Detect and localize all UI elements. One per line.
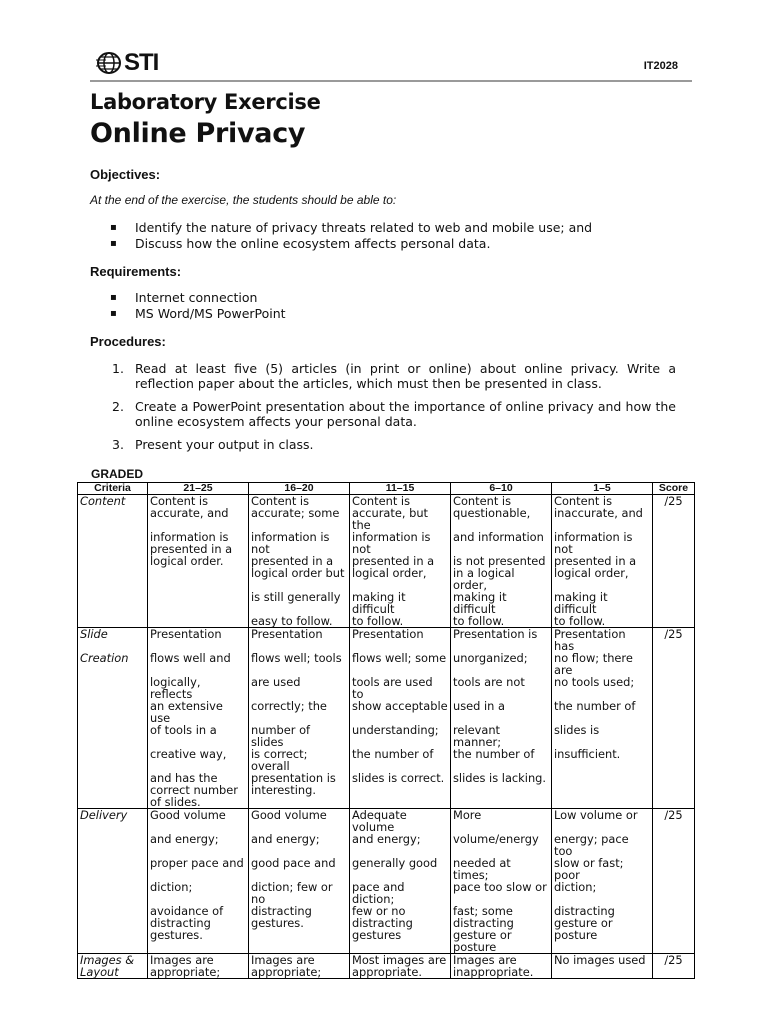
- cell-line: flows well; tools: [251, 651, 342, 665]
- column-header: 1–5: [552, 483, 653, 495]
- table-row: [78, 628, 695, 809]
- score-cell: /25: [653, 628, 695, 809]
- cell-line: times;: [453, 868, 489, 882]
- score-cell: /25: [653, 809, 695, 954]
- procedures-heading: Procedures:: [90, 334, 166, 349]
- cell-line: not: [554, 542, 573, 556]
- score-cell: /25: [653, 954, 695, 979]
- list-item: 3. Present your output in class.: [112, 437, 314, 452]
- cell-line: distracting: [251, 904, 312, 918]
- rubric-cell: [249, 628, 350, 809]
- cell-line: proper pace and: [150, 856, 244, 870]
- list-item: ▪ MS Word/MS PowerPoint: [110, 306, 286, 321]
- cell-line: distracting: [352, 916, 413, 930]
- criteria-cell: Images & Layout: [78, 954, 148, 979]
- graded-label: GRADED: [91, 467, 144, 481]
- lab-exercise-title: Laboratory Exercise: [90, 90, 321, 114]
- table-header-row: [78, 483, 695, 495]
- cell-line: logical order,: [352, 566, 427, 580]
- cell-line: gestures: [352, 928, 402, 942]
- cell-line: understanding;: [352, 723, 439, 737]
- cell-line: Content is: [251, 494, 310, 508]
- rubric-cell: [148, 809, 249, 954]
- criteria-cell: Slide Creation: [78, 628, 148, 809]
- list-item: ▪ Identify the nature of privacy threats related to web and mobile use; and: [110, 220, 593, 235]
- cell-line: posture: [453, 940, 497, 954]
- rubric-cell: [552, 495, 653, 628]
- bullet-icon: ▪: [110, 238, 117, 249]
- cell-line: use: [150, 711, 171, 725]
- cell-line: questionable,: [453, 506, 531, 520]
- rubric-cell: [249, 495, 350, 628]
- cell-line: easy to follow.: [251, 614, 333, 628]
- cell-line: no: [251, 892, 266, 906]
- cell-line: is not presented: [453, 554, 546, 568]
- cell-line: making it: [453, 590, 507, 604]
- cell-line: presented in a: [352, 554, 435, 568]
- cell-line: Presentation: [251, 627, 323, 641]
- cell-line: Presentation: [150, 627, 222, 641]
- document-code: IT2028: [643, 60, 678, 72]
- cell-line: correctly; the: [251, 699, 327, 713]
- cell-line: inappropriate.: [453, 965, 534, 979]
- cell-line: pace too slow or: [453, 880, 547, 894]
- cell-line: appropriate.: [352, 965, 422, 979]
- cell-line: distracting: [453, 916, 514, 930]
- cell-line: and has the: [150, 771, 218, 785]
- cell-line: the number of: [554, 699, 636, 713]
- cell-line: the number of: [453, 747, 535, 761]
- cell-line: flows well; some: [352, 651, 447, 665]
- objectives-list: [110, 220, 592, 252]
- cell-line: Images are: [453, 953, 517, 967]
- rubric-cell: [249, 809, 350, 954]
- cell-line: slides is lacking.: [453, 771, 547, 785]
- cell-line: difficult: [453, 602, 496, 616]
- rubric-cell: [350, 809, 451, 954]
- cell-line: Content is: [453, 494, 512, 508]
- cell-line: of tools in a: [150, 723, 217, 737]
- cell-line: and energy;: [251, 832, 320, 846]
- cell-line: is correct;: [251, 747, 308, 761]
- cell-line: Presentation: [352, 627, 424, 641]
- cell-line: Most images are: [352, 953, 447, 967]
- cell-line: not: [352, 542, 371, 556]
- cell-line: manner;: [453, 735, 502, 749]
- cell-line: diction;: [554, 880, 597, 894]
- bullet-icon: ▪: [110, 222, 117, 233]
- rubric-cell: [451, 809, 552, 954]
- cell-line: is still generally: [251, 590, 341, 604]
- cell-line: order,: [453, 578, 487, 592]
- cell-line: to follow.: [352, 614, 404, 628]
- cell-line: show acceptable: [352, 699, 448, 713]
- cell-line: slides is correct.: [352, 771, 445, 785]
- cell-line: correct number: [150, 783, 238, 797]
- cell-line: making it: [554, 590, 608, 604]
- cell-line: creative way,: [150, 747, 227, 761]
- column-header: Criteria: [78, 483, 148, 495]
- cell-line: the: [352, 518, 371, 532]
- cell-line: few or no: [352, 904, 406, 918]
- rubric-cell: [552, 809, 653, 954]
- rubric-cell: [148, 495, 249, 628]
- cell-line: the number of: [352, 747, 434, 761]
- cell-line: appropriate;: [150, 965, 221, 979]
- column-header: 11–15: [350, 483, 451, 495]
- list-item: ▪ Discuss how the online ecosystem affects personal data.: [110, 236, 491, 251]
- cell-line: logical order but: [251, 566, 345, 580]
- cell-line: diction; few or: [251, 880, 333, 894]
- cell-line: Good volume: [150, 808, 226, 822]
- globe-icon: [96, 51, 122, 75]
- cell-line: and information: [453, 530, 544, 544]
- procedures-list: [112, 361, 676, 452]
- cell-line: no flow; there: [554, 651, 633, 665]
- cell-line: presented in a: [150, 542, 233, 556]
- cell-line: has: [554, 639, 575, 653]
- cell-line: and energy;: [352, 832, 421, 846]
- cell-line: difficult: [352, 602, 395, 616]
- cell-line: no tools used;: [554, 675, 635, 689]
- cell-line: slides: [251, 735, 284, 749]
- rubric-cell: [148, 628, 249, 809]
- cell-line: posture: [554, 928, 598, 942]
- cell-line: and energy;: [150, 832, 219, 846]
- table-row: [78, 809, 695, 954]
- cell-line: accurate, and: [150, 506, 229, 520]
- cell-line: insufficient.: [554, 747, 621, 761]
- cell-line: presented in a: [251, 554, 334, 568]
- cell-line: More: [453, 808, 482, 822]
- rubric-cell: [552, 954, 653, 979]
- cell-line: tools are not: [453, 675, 525, 689]
- objectives-heading: Objectives:: [90, 167, 161, 182]
- cell-line: volume: [352, 820, 395, 834]
- column-header: 6–10: [451, 483, 552, 495]
- cell-line: to: [352, 687, 364, 701]
- cell-line: not: [251, 542, 270, 556]
- cell-line: information is: [150, 530, 229, 544]
- cell-line: tools are used: [352, 675, 433, 689]
- cell-line: distracting: [150, 916, 211, 930]
- cell-line: an extensive: [150, 699, 223, 713]
- cell-line: information is: [352, 530, 431, 544]
- cell-line: diction;: [352, 892, 395, 906]
- cell-line: logical order,: [554, 566, 629, 580]
- cell-line: flows well and: [150, 651, 231, 665]
- cell-line: Low volume or: [554, 808, 638, 822]
- cell-line: pace and: [352, 880, 405, 894]
- rubric-table: [77, 482, 695, 979]
- bullet-icon: ▪: [110, 292, 117, 303]
- cell-line: are used: [251, 675, 301, 689]
- page-title: Online Privacy: [90, 118, 306, 149]
- cell-line: of slides.: [150, 795, 201, 809]
- cell-line: volume/energy: [453, 832, 539, 846]
- cell-line: to follow.: [453, 614, 505, 628]
- column-header: 16–20: [249, 483, 350, 495]
- cell-line: gestures.: [251, 916, 304, 930]
- cell-line: too: [554, 844, 573, 858]
- cell-line: logically,: [150, 675, 201, 689]
- rubric-cell: [451, 495, 552, 628]
- cell-line: to follow.: [554, 614, 606, 628]
- cell-line: diction;: [150, 880, 193, 894]
- cell-line: slow or fast;: [554, 856, 624, 870]
- rubric-cell: [451, 954, 552, 979]
- cell-line: accurate, but: [352, 506, 429, 520]
- cell-line: interesting.: [251, 783, 316, 797]
- cell-line: fast; some: [453, 904, 513, 918]
- cell-line: accurate; some: [251, 506, 340, 520]
- sti-logo: [96, 50, 158, 76]
- cell-line: Presentation: [554, 627, 626, 641]
- criteria-cell: Content: [78, 495, 148, 628]
- cell-line: needed at: [453, 856, 511, 870]
- score-cell: /25: [653, 495, 695, 628]
- page-header: [90, 44, 692, 82]
- cell-line: logical order.: [150, 554, 224, 568]
- requirements-list: [110, 290, 286, 322]
- cell-line: appropriate;: [251, 965, 322, 979]
- table-row: [78, 495, 695, 628]
- cell-line: Adequate: [352, 808, 407, 822]
- cell-line: gesture or: [554, 916, 613, 930]
- cell-line: presented in a: [554, 554, 637, 568]
- cell-line: Content is: [150, 494, 209, 508]
- cell-line: used in a: [453, 699, 505, 713]
- rubric-cell: [451, 628, 552, 809]
- cell-line: number of: [251, 723, 311, 737]
- cell-line: Images are: [150, 953, 214, 967]
- cell-line: Good volume: [251, 808, 327, 822]
- objectives-intro: At the end of the exercise, the students should be able to:: [90, 193, 397, 207]
- cell-line: Content is: [352, 494, 411, 508]
- cell-line: unorganized;: [453, 651, 528, 665]
- cell-line: Content is: [554, 494, 613, 508]
- cell-line: information is: [251, 530, 330, 544]
- cell-line: gesture or: [453, 928, 512, 942]
- cell-line: gestures.: [150, 928, 203, 942]
- cell-line: inaccurate, and: [554, 506, 643, 520]
- rubric-cell: [249, 954, 350, 979]
- cell-line: Images are: [251, 953, 315, 967]
- table-row: [78, 954, 695, 979]
- cell-line: slides is: [554, 723, 600, 737]
- cell-line: generally good: [352, 856, 438, 870]
- cell-line: relevant: [453, 723, 501, 737]
- rubric-cell: [350, 954, 451, 979]
- requirements-heading: Requirements:: [90, 264, 182, 279]
- rubric-cell: [148, 954, 249, 979]
- cell-line: difficult: [554, 602, 597, 616]
- cell-line: distracting: [554, 904, 615, 918]
- list-item: ▪ Internet connection: [110, 290, 258, 305]
- logo-text: STI: [124, 49, 159, 76]
- column-header: 21–25: [148, 483, 249, 495]
- cell-line: in a logical: [453, 566, 515, 580]
- cell-line: avoidance of: [150, 904, 224, 918]
- list-item: 1. Read at least five (5) articles (in print or online) about online privacy. Write a reflection paper about the articles, which must then be presented in class.: [112, 361, 676, 391]
- cell-line: poor: [554, 868, 580, 882]
- column-header: Score: [653, 483, 695, 495]
- criteria-cell: Delivery: [78, 809, 148, 954]
- cell-line: energy; pace: [554, 832, 629, 846]
- cell-line: No images used: [554, 953, 646, 967]
- rubric-cell: [552, 628, 653, 809]
- cell-line: Presentation is: [453, 627, 538, 641]
- cell-line: overall: [251, 759, 290, 773]
- cell-line: are: [554, 663, 573, 677]
- cell-line: making it: [352, 590, 406, 604]
- rubric-cell: [350, 495, 451, 628]
- bullet-icon: ▪: [110, 308, 117, 319]
- list-item: 2. Create a PowerPoint presentation about the importance of online privacy and how the online ecosystem affects your personal data.: [112, 399, 676, 429]
- cell-line: presentation is: [251, 771, 336, 785]
- cell-line: good pace and: [251, 856, 336, 870]
- cell-line: reflects: [150, 687, 193, 701]
- rubric-cell: [350, 628, 451, 809]
- cell-line: information is: [554, 530, 633, 544]
